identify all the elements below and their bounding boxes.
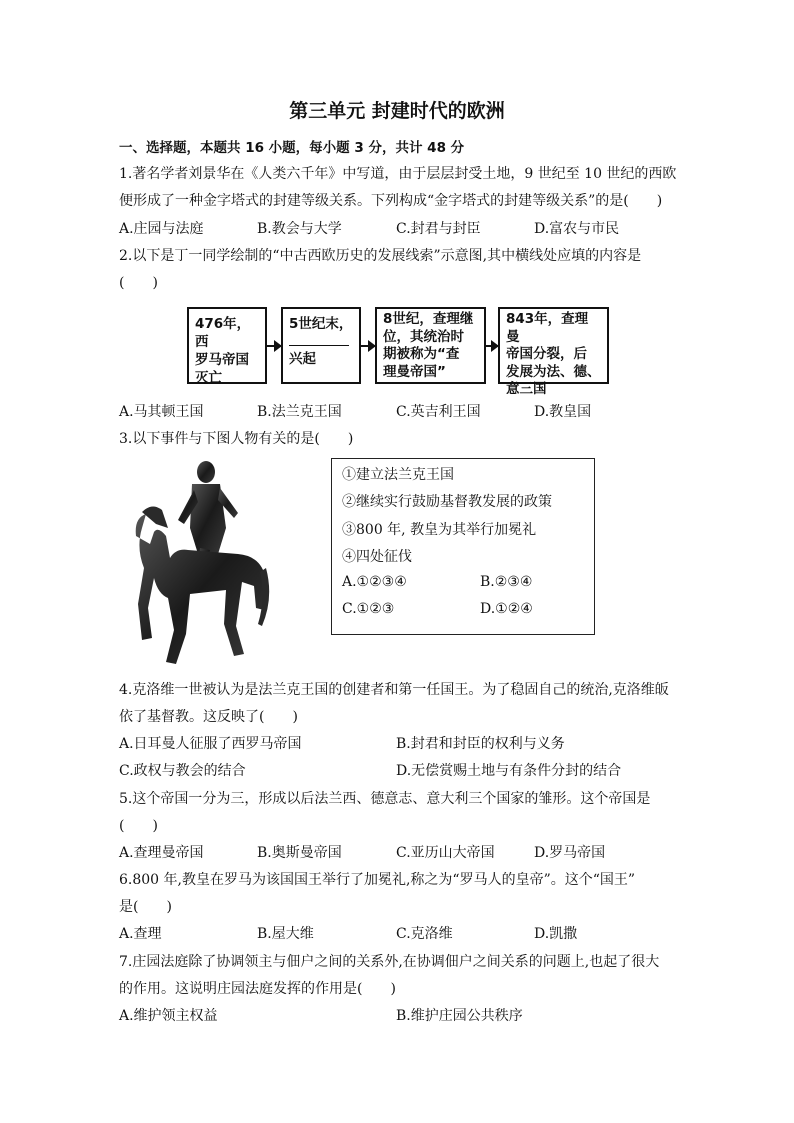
timeline-box-3-text: 位，其统治时 [383,328,464,345]
timeline-box-3-text: 8世纪，查理继 [383,311,474,327]
q1-stem-line1: 1.著名学者刘景华在《人类六千年》中写道，由于层层封受土地，9 世纪至 10 世纪的西欧 [119,166,677,182]
timeline-box-3-text: 理曼帝国” [383,363,446,380]
q2-option-a: A.马其顿王国 [119,404,204,420]
q2-stem-line2: ( ) [119,275,158,291]
q2-option-b: B.法兰克王国 [257,404,342,420]
q1-option-d: D.富农与市民 [534,221,620,237]
timeline-box-2-text: 5世纪末， [289,316,353,332]
q7-stem-line1: 7.庄园法庭除了协调领主与佃户之间的关系外,在协调佃户之间关系的问题上,也起了很大 [119,954,660,970]
timeline-box-4-text: 843年，查理曼 [506,311,589,345]
timeline-box-4-text: 帝国分裂，后 [506,346,587,362]
q6-option-b: B.屋大维 [257,926,314,942]
q5-option-d: D.罗马帝国 [534,845,606,861]
q5-stem-line1: 5.这个帝国一分为三，形成以后法兰西、德意志、意大利三个国家的雏形。这个帝国是 [119,791,651,807]
timeline-box-2-text: 兴起 [289,351,316,367]
q4-stem-line1: 4.克洛维一世被认为是法兰克王国的创建者和第一任国王。为了稳固自己的统治,克洛维皈 [119,682,669,698]
q4-option-b: B.封君和封臣的权利与义务 [396,736,565,752]
q1-option-a: A.庄园与法庭 [119,221,204,237]
q2-option-c: C.英吉利王国 [396,404,481,420]
page-title: 第三单元 封建时代的欧洲 [289,100,505,122]
q3-item-4: ④四处征伐 [342,549,412,565]
timeline-box-4-text: 意三国 [506,381,547,397]
equestrian-statue-image [128,458,273,668]
q4-stem-line2: 依了基督教。这反映了( ) [119,709,298,725]
timeline-box-1-text: 罗马帝国 [195,352,249,368]
q5-option-b: B.奥斯曼帝国 [257,845,342,861]
q1-option-c: C.封君与封臣 [396,221,481,237]
q6-stem-line2: 是( ) [119,899,172,915]
section-heading: 一、选择题，本题共 16 小题，每小题 3 分，共计 48 分 [119,140,465,156]
q1-option-b: B.教会与大学 [257,221,342,237]
q1-stem-line2: 便形成了一种金字塔式的封建等级关系。下列构成“金字塔式的封建等级关系”的是( ) [119,193,663,209]
q3-option-c: C.①②③ [342,601,395,617]
q4-option-c: C.政权与教会的结合 [119,763,246,779]
blank-underline [289,335,349,346]
q2-stem-line1: 2.以下是丁一同学绘制的“中古西欧历史的发展线索”示意图,其中横线处应填的内容是 [119,248,642,264]
timeline-box-1-text: 476年，西 [195,316,251,350]
q7-option-a: A.维护领主权益 [119,1008,218,1024]
q3-option-a: A.①②③④ [342,574,407,590]
q5-option-a: A.查理曼帝国 [119,845,204,861]
q5-option-c: C.亚历山大帝国 [396,845,495,861]
q3-option-b: B.②③④ [480,574,533,590]
timeline-box-3 [375,307,486,384]
q3-options-box [331,458,595,635]
timeline-box-2 [281,307,361,384]
q4-option-d: D.无偿赏赐土地与有条件分封的结合 [396,763,622,779]
timeline-box-4 [498,307,609,397]
q7-option-b: B.维护庄园公共秩序 [396,1008,523,1024]
timeline-box-1-text: 灭亡 [195,370,222,386]
q3-option-d: D.①②④ [480,601,533,617]
q3-item-3: ③800 年, 教皇为其举行加冕礼 [342,522,537,538]
q6-option-c: C.克洛维 [396,926,453,942]
timeline-box-1 [187,307,267,384]
q3-item-1: ①建立法兰克王国 [342,467,454,483]
timeline-arrow [486,345,498,347]
q5-stem-line2: ( ) [119,818,158,834]
q3-stem: 3.以下事件与下图人物有关的是( ) [119,431,354,447]
q2-option-d: D.教皇国 [534,404,592,420]
q3-item-2: ②继续实行鼓励基督教发展的政策 [342,494,552,510]
timeline-box-4-text: 发展为法、德、 [506,363,601,380]
q6-option-d: D.凯撒 [534,926,578,942]
timeline-box-3-text: 期被称为“查 [383,346,460,362]
timeline-arrow [361,345,375,347]
q7-stem-line2: 的作用。这说明庄园法庭发挥的作用是( ) [119,981,396,997]
q6-stem-line1: 6.800 年,教皇在罗马为该国国王举行了加冕礼,称之为“罗马人的皇帝”。这个“国王” [119,872,636,888]
q6-option-a: A.查理 [119,926,162,942]
q4-option-a: A.日耳曼人征服了西罗马帝国 [119,736,302,752]
timeline-arrow [267,345,281,347]
